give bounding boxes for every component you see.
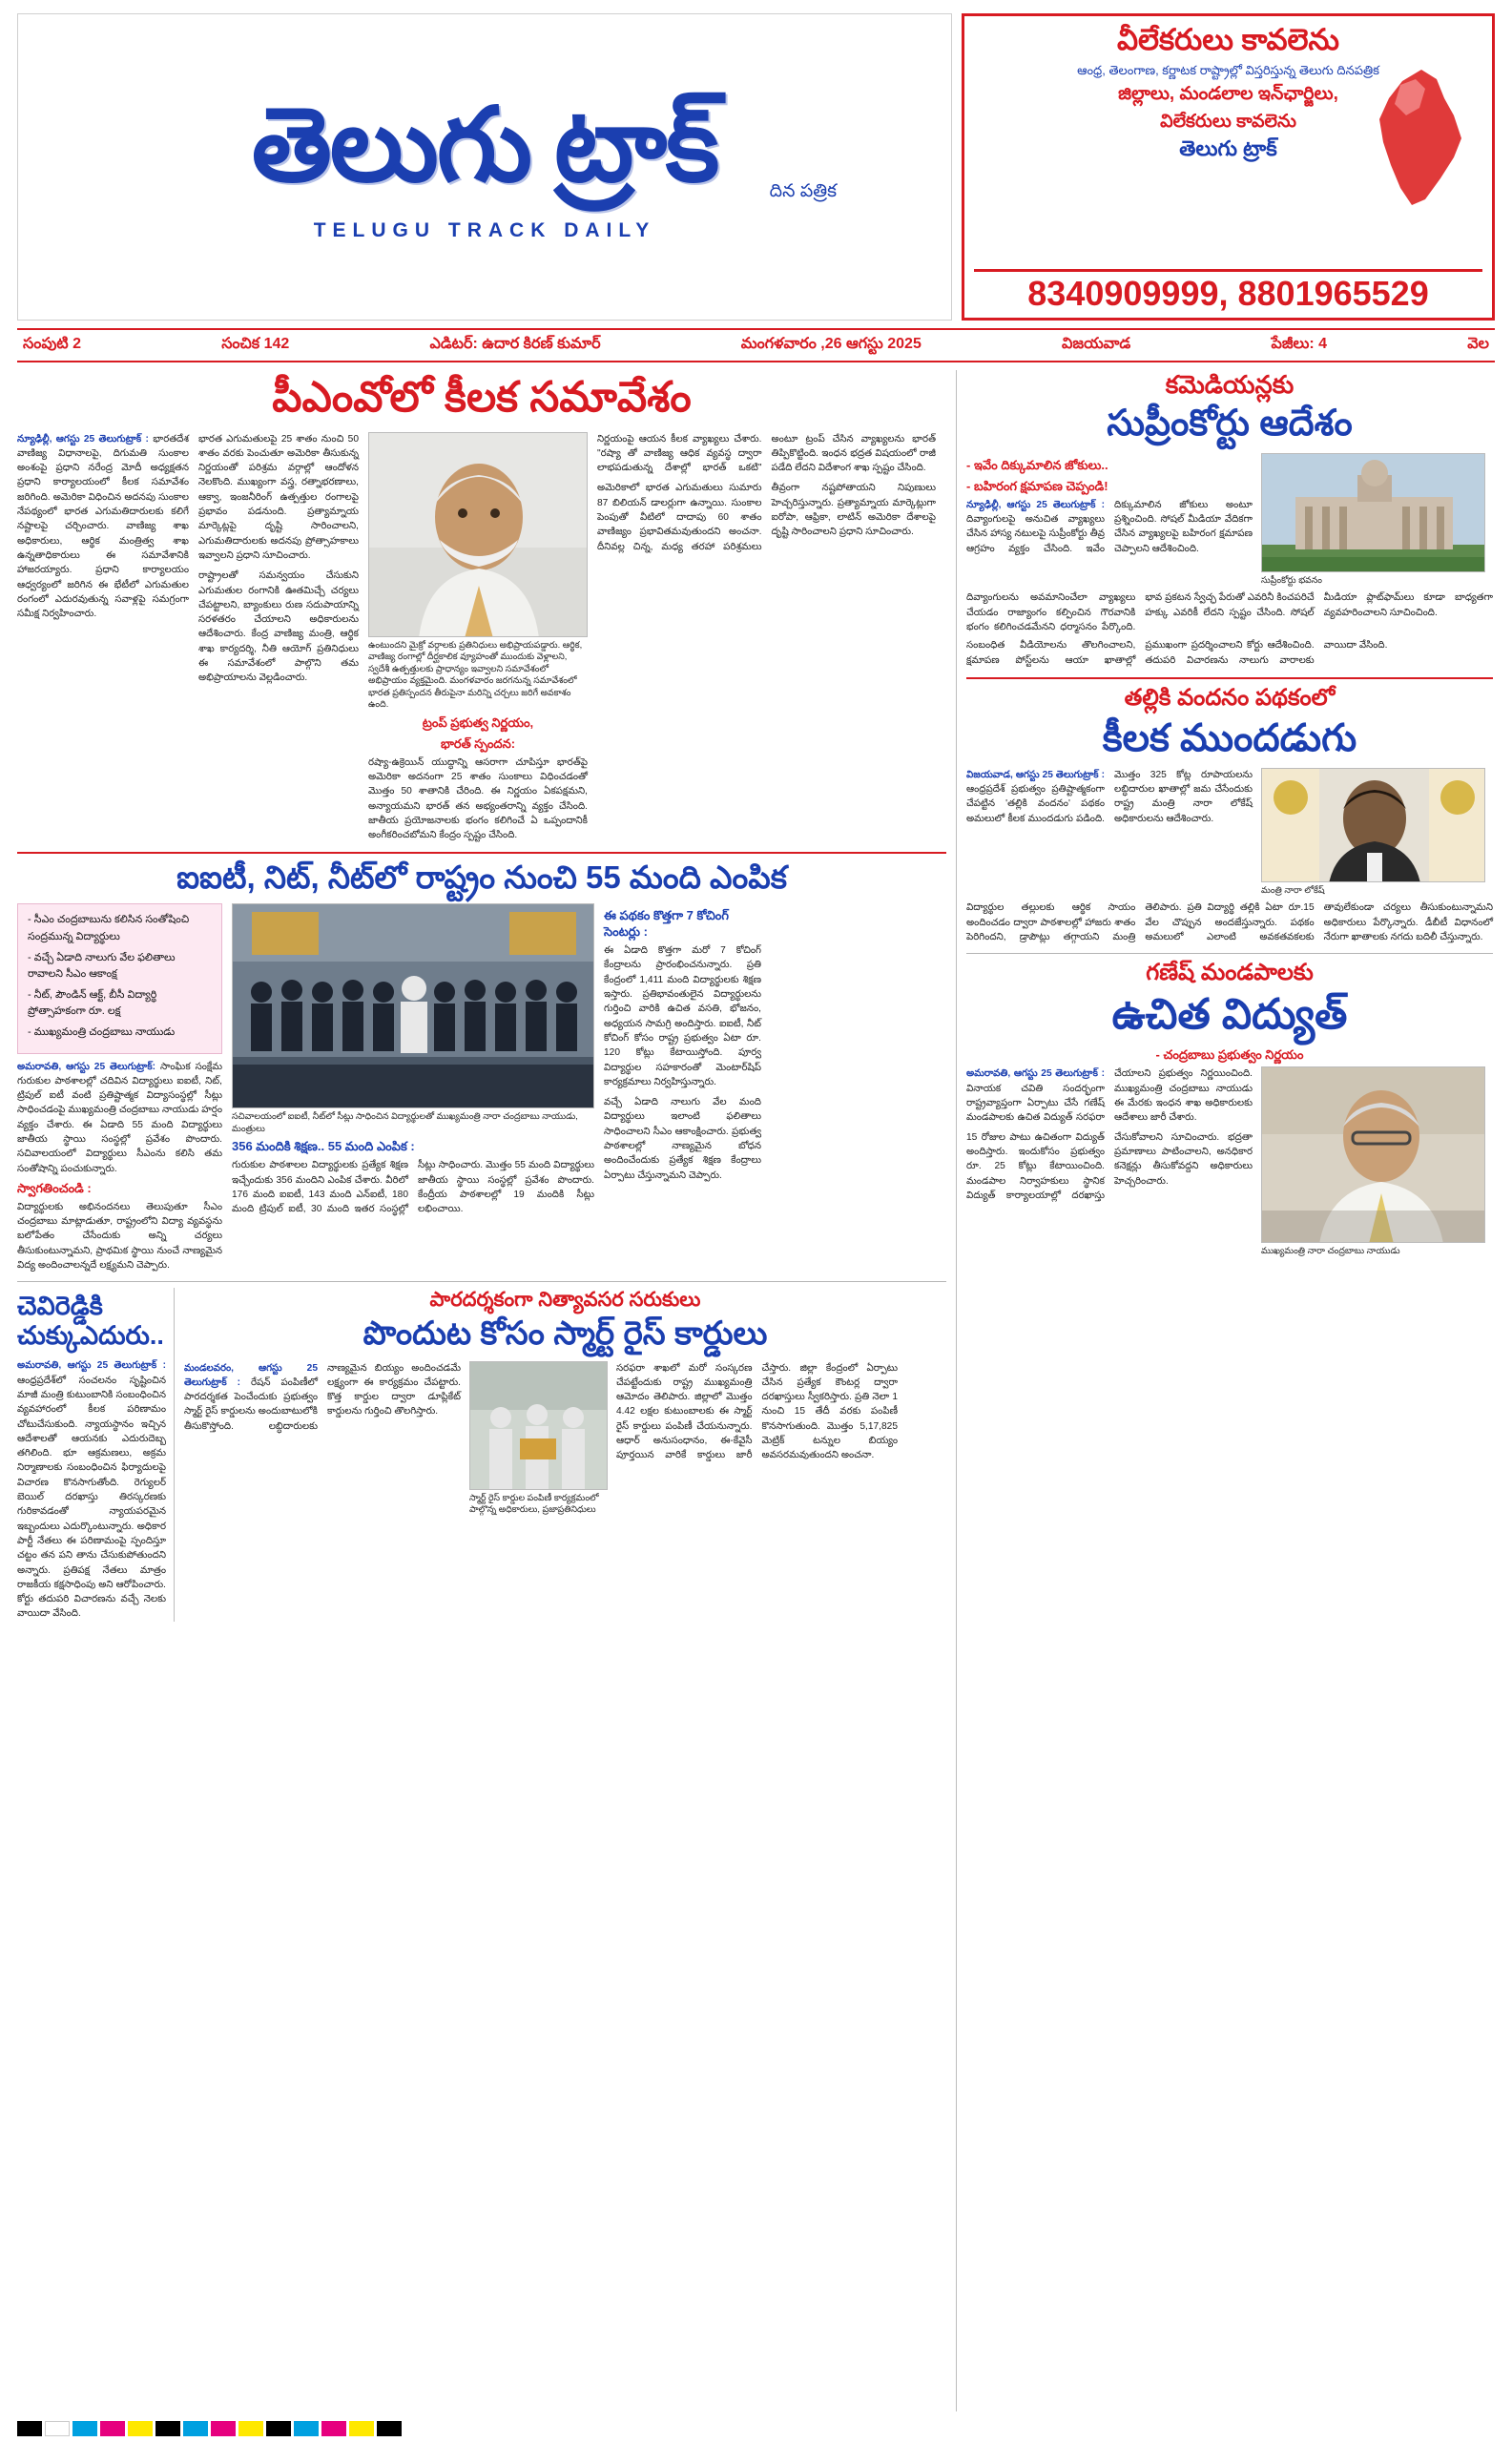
right-body-6 [966,1066,1253,1125]
rice-card-distribution-photo [469,1361,608,1490]
ad-line-2: జిల్లాలు, మండలాల ఇన్‌ఛార్జిలు, [1118,84,1338,105]
lead-dateline: న్యూఢిల్లీ, ఆగస్టు 25 తెలుగుట్రాక్ : [17,433,149,445]
andhra-pradesh-map-icon [1362,66,1477,209]
story2-paragraph-4: గురుకుల పాఠశాలల విద్యార్థులకు ప్రత్యేక శిక్షణ ఇచ్చేందుకు 356 మందిని ఎంపిక చేశారు. వీరిలో 176 మంది ఐఐటీ, 143 మంది ఎన్ఐటీ, 180 మంది ట్రిపుల్ ఐటీ, 30 మంది ఇతర సంస్థల్లో సీట్లు సాధించారు. మొత్తం 55 మంది విద్యార్థులు జాతీయ స్థాయి సంస్థల్లో ప్రవేశం పొందారు. కేంద్రీయ పాఠశాలల్లో 19 మందికి సీట్లు లభించాయి. [232,1160,594,1215]
story4-paragraph-2: సరఫరా శాఖలో మరో సంస్కరణ చేపట్టేందుకు రాష్ట్ర ముఖ్యమంత్రి ఆమోదం తెలిపారు. జిల్లాలో మొత్తం 4.42 లక్షల కుటుంబాలకు ఈ స్మార్ట్ రైస్ కార్డులు పంపిణీ చేయనున్నారు. ఆధార్ అనుసంధానం, ఈ-కేవైసీ పూర్తయిన వారికే కార్డులు జారీ చేస్తారు. జిల్లా కేంద్రంలో ఏర్పాటు చేసిన ప్రత్యేక కౌంటర్ల ద్వారా దరఖాస్తులు స్వీకరిస్తారు. ప్రతి నెలా 1 నుంచి 15 తేదీ వరకు పంపిణీ కొనసాగుతుంది. మొత్తం 5,17,825 మెట్రిక్ టన్నుల బియ్యం అవసరమవుతుందని అంచనా. [616,1362,898,1461]
story2-dateline: అమరావతి, ఆగస్టు 25 తెలుగుట్రాక్: [17,1061,156,1072]
right-kicker-1: కమెడియన్లకు [1165,370,1295,399]
right-bullet-2: - బహిరంగ క్షమాపణ చెప్పండి! [966,478,1108,493]
masthead [17,13,1495,321]
pages-label: పేజీలు: 4 [1271,336,1328,352]
divider-3 [966,677,1493,679]
logo-telugu-title: తెలుగు ట్రాక్ [251,90,718,203]
right-headline-1: సుప్రీంకోర్టు ఆదేశం [1107,404,1353,445]
divider-2 [17,1281,946,1282]
story4-paragraph-1: రేషన్ పంపిణీలో పారదర్శకత పెంచేందుకు ప్రభుత్వం స్మార్ట్ రైస్ కార్డులను అందుబాటులోకి తీసుకొస్తోంది. లబ్ధిదారులకు నాణ్యమైన బియ్యం అందించడమే లక్ష్యంగా ఈ కార్యక్రమం చేపట్టారు. కొత్త కార్డుల ద్వారా డూప్లికేట్ కార్డులను గుర్తించి తొలగిస్తారు. [184,1362,461,1432]
right-photo-caption-1: సుప్రీంకోర్టు భవనం [1261,574,1323,585]
recruitment-advertisement [962,13,1495,321]
newspaper-logo [17,13,952,321]
right-photo-caption-3: ముఖ్యమంత్రి నారా చంద్రబాబు నాయుడు [1261,1246,1400,1256]
story-smart-rice-cards [184,1288,946,1621]
lokesh-photo [1261,768,1485,882]
right-paragraph-1: దివ్యాంగులపై అనుచిత వ్యాఖ్యలు చేసిన హాస్య నటులపై సుప్రీంకోర్టు తీవ్ర ఆగ్రహం వ్యక్తం చేసింది. ఇవేం దిక్కుమాలిన జోకులు అంటూ ప్రశ్నించింది. సోషల్ మీడియా వేదికగా చేసిన వ్యాఖ్యలపై బహిరంగ క్షమాపణ చెప్పాలని ఆదేశించింది. [966,499,1253,554]
right-paragraph-4: ఆంధ్రప్రదేశ్ ప్రభుత్వం ప్రతిష్టాత్మకంగా చేపట్టిన 'తల్లికి వందనం' పథకం అమలులో కీలక ముందడుగు పడింది. మొత్తం 325 కోట్ల రూపాయలను లబ్ధిదారుల ఖాతాల్లో జమ చేసేందుకు రాష్ట్ర మంత్రి నారా లోకేష్ అధికారులను ఆదేశించారు. [966,769,1253,824]
story2-bullet-3: - నీట్, పౌండిన్ ఆక్ట్, బీసీ విద్యార్థి ప్రోత్సాహకంగా రూ. లక్ష [28,988,157,1018]
story3-headline: చెవిరెడ్డికి చుక్కుఎదురు.. [17,1292,164,1351]
right-subline-3: - చంద్రబాబు ప్రభుత్వం నిర్ణయం [1155,1046,1304,1062]
story4-headline: పొందుట కోసం స్మార్ట్ రైస్ కార్డులు [362,1315,768,1353]
story2-body-1 [17,1060,222,1176]
lead-paragraph-6: అమెరికాలో భారత ఎగుమతులు సుమారు 87 బిలియన్ డాలర్లుగా ఉన్నాయి. సుంకాల పెంపుతో వీటిలో దాదాపు 60 శాతం వాణిజ్యం ప్రభావితమవుతుందని అంచనా. దీనివల్ల చిన్న, మధ్య తరహా పరిశ్రమలు తీవ్రంగా నష్టపోతాయని నిపుణులు హెచ్చరిస్తున్నారు. ప్రత్యామ్నాయ మార్కెట్లుగా ఐరోపా, ఆఫ్రికా, లాటిన్ అమెరికా దేశాలపై దృష్టి సారించాలని ప్రధాని సూచించారు. [597,483,936,552]
lead-paragraph-2: భారత ఎగుమతులపై 25 శాతం నుంచి 50 శాతం వరకు పెంచుతూ అమెరికా తీసుకున్న నిర్ణయంతో పరిశ్రమ వర్గాల్లో ఆందోళన నెలకొంది. ముఖ్యంగా వస్త్ర, రత్నాభరణాలు, ఆక్వా, ఇంజనీరింగ్ ఉత్పత్తుల రంగాలపై ప్రభావం పడనుంది. ప్రత్యామ్నాయ మార్కెట్లపై దృష్టి సారించాలని, ఎగుమతిదారులకు అదనపు ప్రోత్సాహకాలు ఇవ్వాలని ప్రధాని సూచించారు. [198,433,359,561]
right-body-4 [966,768,1253,826]
story3-dateline: అమరావతి, ఆగస్టు 25 తెలుగుట్రాక్ : [17,1360,166,1372]
story2-paragraph-3: విద్యార్థులకు అభినందనలు తెలుపుతూ సీఎం చంద్రబాబు మాట్లాడుతూ, రాష్ట్రంలోని విద్యా వ్యవస్థను బలోపేతం చేసేందుకు అన్ని చర్యలు తీసుకుంటున్నామని, ప్రాథమిక స్థాయి నుంచే నాణ్యమైన విద్య అందించాలన్నదే లక్ష్యమని చెప్పారు. [17,1201,222,1271]
logo-english-title: TELUGU TRACK DAILY [313,219,656,241]
story2-photo-caption: సచివాలయంలో ఐఐటీ, నీట్‌లో సీట్లు సాధించిన విద్యార్థులతో ముఖ్యమంత్రి నారా చంద్రబాబు నాయుడు, మంత్రులు [232,1111,578,1133]
story2-sub-green: 356 మందికి శిక్షణ.. 55 మంది ఎంపిక : [232,1139,415,1154]
right-column [957,370,1493,2411]
divider-1 [17,852,946,854]
right-paragraph-7: 15 రోజుల పాటు ఉచితంగా విద్యుత్ అందిస్తారు. ఇందుకోసం ప్రభుత్వం రూ. 25 కోట్లు కేటాయించింది. మండపాల నిర్వాహకులు స్థానిక విద్యుత్ కార్యాలయాల్లో దరఖాస్తు చేసుకోవాలని సూచించారు. భద్రతా ప్రమాణాలు పాటించాలని, అనధికార కనెక్షన్లు తీసుకోవద్దని అధికారులు హెచ్చరించారు. [966,1131,1253,1201]
story2-sub-green-2: ఈ పథకం కొత్తగా 7 కోచింగ్ సెంటర్లు : [604,908,729,940]
story2-bullet-4: - ముఖ్యమంత్రి చంద్రబాబు నాయుడు [28,1025,176,1038]
story2-sub-red: స్వాగతించండి : [17,1180,92,1195]
ad-brand-name: తెలుగు ట్రాక్ [1179,135,1277,160]
place-label: విజయవాడ [1062,336,1131,352]
ad-subline: ఆంధ్ర, తెలంగాణ, కర్ణాటక రాష్ట్రాల్లో విస్తరిస్తున్న తెలుగు దినపత్రిక [1077,63,1379,78]
chandrababu-photo [1261,1066,1485,1243]
color-registration-marks [17,2421,402,2436]
supreme-court-photo [1261,453,1485,572]
story4-dateline: మండలవరం, ఆగస్టు 25 తెలుగుట్రాక్ : [184,1362,318,1388]
story3-body [17,1358,166,1621]
right-paragraph-6: వినాయక చవితి సందర్భంగా రాష్ట్రవ్యాప్తంగా ఏర్పాటు చేసే గణేష్ మండపాలకు ఉచిత విద్యుత్ సరఫరా చేయాలని ప్రభుత్వం నిర్ణయించింది. ముఖ్యమంత్రి చంద్రబాబు నాయుడు ఈ మేరకు ఇంధన శాఖ అధికారులకు ఆదేశాలు జారీ చేశారు. [966,1068,1253,1124]
story-supreme-court [966,370,1493,668]
issue-label: సంచిక 142 [221,336,290,352]
right-kicker-2: తల్లికి వందనం పథకంలో [1124,684,1336,711]
story-chevireddy [17,1288,175,1621]
right-kicker-3: గణేష్ మండపాలకు [1146,960,1314,986]
lead-paragraph-4: రష్యా-ఉక్రెయిన్ యుద్ధాన్ని ఆసరాగా చూపిస్తూ భారత్‌పై అమెరికా అదనంగా 25 శాతం సుంకాలు విధించడంతో మొత్తం 50 శాతానికి చేరింది. ఈ నిర్ణయం ఏకపక్షమని, అన్యాయమని భారత్ తన అభ్యంతరాన్ని వ్యక్తం చేసింది. జాతీయ ప్రయోజనాలకు భంగం కలిగించే ఏ ఒప్పందానికీ అంగీకరించబోమని కేంద్రం స్పష్టం చేసింది. [368,756,588,841]
right-paragraph-3: సంబంధిత వీడియోలను తొలగించాలని, క్షమాపణ పోస్ట్‌లను ఆయా ఖాతాల్లో ప్రముఖంగా ప్రదర్శించాలని కోర్టు ఆదేశించింది. తదుపరి విచారణను నాలుగు వారాలకు వాయిదా వేసింది. [966,640,1388,666]
lead-sub-2: భారత్ స్పందన: [440,735,516,751]
right-headline-2: కీలక ముందడుగు [1102,716,1357,759]
ad-phone-numbers[interactable]: 8340909999, 8801965529 [974,269,1482,314]
divider-4 [966,953,1493,954]
price-label: వెల [1467,336,1489,352]
page-content [17,370,1495,2411]
story-iit-nit-neet [17,859,946,1273]
story2-headline: ఐఐటీ, నిట్, నీట్‌లో రాష్ట్రం నుంచి 55 మంది ఎంపిక [176,859,787,896]
story4-kicker: పారదర్శకంగా నిత్యావసర సరుకులు [429,1289,701,1312]
right-photo-caption-2: మంత్రి నారా లోకేష్ [1261,884,1325,895]
lead-paragraph-1: భారతదేశ వాణిజ్య విధానాలపై, దిగుమతి సుంకాల అంశంపై ప్రధాని నరేంద్ర మోదీ అధ్యక్షతన ప్రధాని కార్యాలయంలో కీలక సమావేశం జరిగింది. అమెరికా విధించిన అదనపు సుంకాల నేపథ్యంలో భారత ఎగుమతిదారులకు కలిగే నష్టాలపై చర్చించారు. వాణిజ్య శాఖ అధికారులు, ఆర్థిక మంత్రిత్వ శాఖ ఉన్నతాధికారులు ఈ సమావేశానికి హాజరయ్యారు. ప్రధాని కార్యాలయం ఆధ్వర్యంలో జరిగిన ఈ భేటీలో ఎగుమతుల రంగంలో ఎదురవుతున్న సవాళ్లపై సమగ్రంగా సమీక్ష నిర్వహించారు. [17,433,189,620]
ad-line-3: విలేకరులు కావలెను [1160,111,1296,132]
ad-headline: వీలేకరులు కావలెను [1116,23,1340,56]
story-talliki-vandanam [966,685,1493,944]
story2-bullet-2: - వచ్చే ఏడాది నాలుగు వేల ఫలితాలు రావాలని సీఎం ఆకాంక్ష [28,951,176,981]
lead-paragraph-3: రాష్ట్రాలతో సమన్వయం చేసుకుని ఎగుమతుల రంగానికి ఊతమిచ్చే చర్యలు చేపట్టాలని, బ్యాంకులు రుణ సదుపాయాన్ని సరళతరం చేయాలని అధికారులను ఆదేశించారు. కేంద్ర వాణిజ్య మంత్రి, ఆర్థిక శాఖ కార్యదర్శి, నీతి ఆయోగ్ ప్రతినిధులు ఈ సమావేశంలో పాల్గొని తమ అభిప్రాయాలను వెల్లడించారు. [198,570,359,684]
lead-body-col1 [17,432,189,622]
bottom-row-left [17,1288,946,1621]
story3-paragraph: ఆంధ్రప్రదేశ్‌లో సంచలనం సృష్టించిన మాజీ మంత్రి కుటుంబానికి సంబంధించిన వ్యవహారంలో కీలక పరిణామం చోటుచేసుకుంది. న్యాయస్థానం ఇచ్చిన ఆదేశాలతో ఆయనకు ఎదురుదెబ్బ తగిలింది. భూ ఆక్రమణలు, అక్రమ నిర్మాణాలకు సంబంధించిన ఫిర్యాదులపై విచారణ కొనసాగుతోంది. రెగ్యులర్ బెయిల్ దరఖాస్తు తిరస్కరణకు గురికావడంతో న్యాయపరమైన ఇబ్బందులు ఎదుర్కొంటున్నారు. అధికార పార్టీ నేతలు ఈ పరిణామంపై స్పందిస్తూ చట్టం తన పని తాను చేసుకుపోతుందని అన్నారు. ప్రతిపక్ష నేతలు మాత్రం రాజకీయ కక్షసాధింపు అని ఆరోపించారు. కోర్టు తదుపరి విచారణను వచ్చే నెలకు వాయిదా వేసింది. [17,1375,166,1620]
story4-body-1 [184,1361,461,1434]
right-headline-3: ఉచిత విద్యుత్ [1111,990,1348,1038]
story2-bullet-1: - సీఎం చంద్రబాబును కలిసిన సంతోషించి సంద్రమున్న విద్యార్థులు [28,914,190,942]
right-paragraph-2: దివ్యాంగులను అవమానించేలా వ్యాఖ్యలు చేయడం రాజ్యాంగం కల్పించిన గౌరవానికి భంగం కలిగించడమేనని ధర్మాసనం పేర్కొంది. భావ ప్రకటన స్వేచ్ఛ పేరుతో ఎవరినీ కించపరిచే హక్కు ఎవరికీ లేదని స్పష్టం చేసింది. సోషల్ మీడియా ప్లాట్‌ఫామ్‌లు కూడా బాధ్యతగా వ్యవహరించాలని సూచించింది. [966,592,1493,633]
students-group-photo [232,903,594,1108]
right-dateline-2: విజయవాడ, ఆగస్టు 25 తెలుగుట్రాక్ : [966,769,1105,780]
right-bullet-1: - ఇవేం దిక్కుమాలిన జోకులు.. [966,457,1108,472]
lead-story [17,374,946,842]
lead-headline: పీఎంవోలో కీలక సమావేశం [272,374,692,421]
story2-bullet-box [17,903,222,1053]
right-dateline-3: అమరావతి, ఆగస్టు 25 తెలుగుట్రాక్ : [966,1068,1105,1080]
story2-paragraph-5: ఈ ఏడాది కొత్తగా మరో 7 కోచింగ్ కేంద్రాలను ప్రారంభించనున్నారు. ప్రతి కేంద్రంలో 1,411 మంది విద్యార్థులకు శిక్షణ ఇస్తారు. ప్రతిభావంతులైన విద్యార్థులను గుర్తించి వారికి ఉచిత వసతి, భోజనం, అధ్యయన సామగ్రి అందిస్తారు. ఐఐటీ, నీట్ కోచింగ్ కోసం రాష్ట్ర ప్రభుత్వం ఏటా రూ. 120 కోట్లు కేటాయిస్తోంది. పూర్వ విద్యార్థుల సహకారంతో మెంటార్‌షిప్ కార్యక్రమాలు నిర్వహిస్తున్నారు. [604,945,761,1087]
issue-info-bar [17,328,1495,362]
lead-sub-1: ట్రంప్ ప్రభుత్వ నిర్ణయం, [422,714,534,730]
right-dateline-1: న్యూఢిల్లీ, ఆగస్టు 25 తెలుగుట్రాక్ : [966,499,1105,510]
lead-photo-caption: ఉంటుందని మైక్రో వర్గాలకు ప్రతినిధులు అభిప్రాయపడ్డారు. ఆర్థిక, వాణిజ్య రంగాల్లో దీర్ఘకాలిక వ్యూహంతో ముందుకు వెళ్లాలని, స్వదేశీ ఉత్పత్తులకు ప్రాధాన్యం ఇవ్వాలని సమావేశంలో అభిప్రాయం వ్యక్తమైంది. మంగళవారం జరగనున్న సమావేశంలో భారత ప్రతిస్పందన తీరుపైనా మరిన్ని చర్చలు జరిగే అవకాశం ఉంది. [368,639,583,710]
right-paragraph-5: విద్యార్థుల తల్లులకు ఆర్థిక సాయం అందించడం ద్వారా పాఠశాలల్లో హాజరు శాతం పెరిగిందని, డ్రాపౌట్లు తగ్గాయని మంత్రి తెలిపారు. ప్రతి విద్యార్థి తల్లికి ఏటా రూ.15 వేల చొప్పున అందజేస్తున్నారు. పథకం అమలులో ఎలాంటి అవకతవకలకు తావులేకుండా చర్యలు తీసుకుంటున్నామని అధికారులు పేర్కొన్నారు. డీబీటీ విధానంలో నేరుగా ఖాతాలకు నగదు బదిలీ చేస్తున్నారు. [966,902,1493,942]
modi-photo [368,432,588,637]
story-free-electricity [966,960,1493,1257]
story2-paragraph-1: సాంఘిక సంక్షేమ గురుకుల పాఠశాలల్లో చదివిన విద్యార్థులు ఐఐటీ, నిట్, ట్రిపుల్ ఐటీ వంటి ప్రతిష్టాత్మక విద్యాసంస్థల్లో సీట్లు సాధించడంపై ముఖ్యమంత్రి చంద్రబాబు నాయుడు హర్షం వ్యక్తం చేశారు. ఈ ఏడాది 55 మంది విద్యార్థులు జాతీయ స్థాయి సంస్థల్లో ప్రవేశం పొందారు. సచివాలయంలో విద్యార్థులు సీఎంను కలిసి తమ సంతోషాన్ని పంచుకున్నారు. [17,1061,222,1174]
left-column [17,370,957,2411]
editor-label: ఎడిటర్: ఉదార కిరణ్ కుమార్ [429,336,601,352]
date-label: మంగళవారం ,26 ఆగస్టు 2025 [740,336,922,352]
volume-label: సంపుటి 2 [23,336,82,352]
story4-photo-caption: స్మార్ట్ రైస్ కార్డుల పంపిణీ కార్యక్రమంలో పాల్గొన్న అధికారులు, ప్రజాప్రతినిధులు [469,1492,599,1515]
right-body-1 [966,498,1253,556]
lead-paragraph-5: నిర్ణయంపై ఆయన కీలక వ్యాఖ్యలు చేశారు. "రష్యా తో వాణిజ్య ఆధిక వ్యవస్థ ద్వారా లాభపడుతున్న దేశాల్లో భారత్ ఒకటి" అంటూ ట్రంప్ చేసిన వ్యాఖ్యలను భారత్ తిప్పికొట్టింది. ఇంధన భద్రత విషయంలో రాజీ పడేది లేదని విదేశాంగ శాఖ స్పష్టం చేసింది. [597,433,936,474]
logo-tagline: దిన పత్రిక [769,181,837,201]
story2-paragraph-2: వచ్చే ఏడాది నాలుగు వేల మంది విద్యార్థులు ఇలాంటి ఫలితాలు సాధించాలని సీఎం ఆకాంక్షించారు. ప్రభుత్వ పాఠశాలల్లో నాణ్యమైన బోధన అందించేందుకు ప్రత్యేక శిక్షణ కేంద్రాలు ఏర్పాటు చేస్తున్నామని చెప్పారు. [604,1097,761,1181]
